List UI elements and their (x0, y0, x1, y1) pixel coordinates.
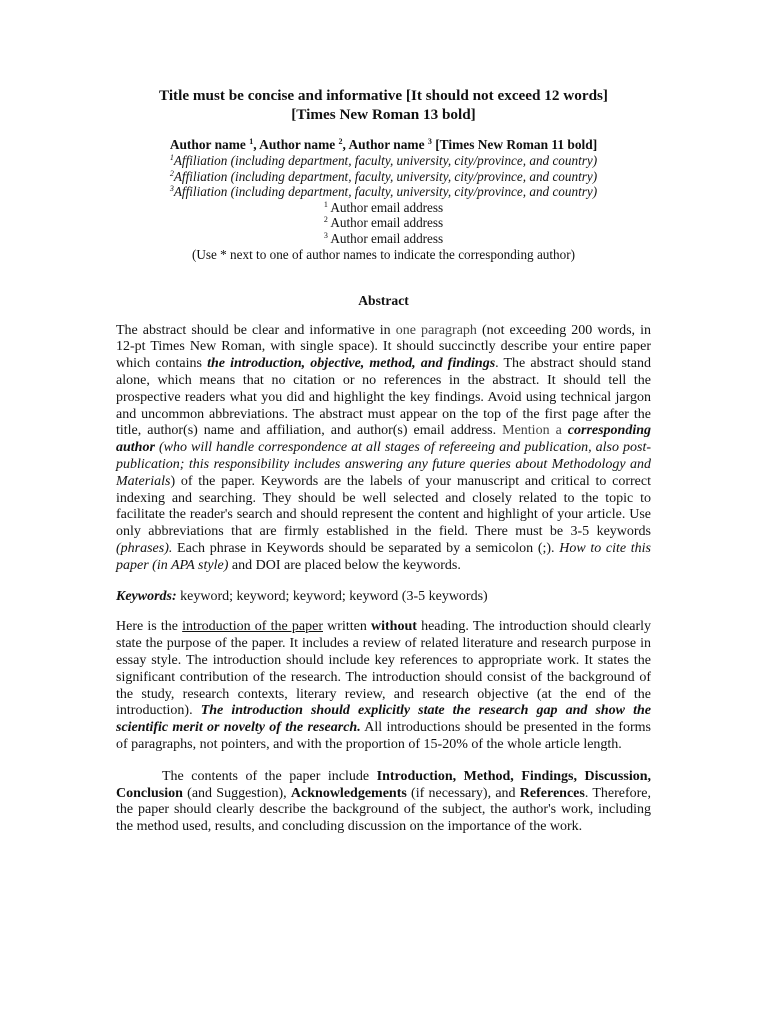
keywords-text: keyword; keyword; keyword; keyword (3-5 keywords) (176, 588, 488, 604)
affiliation-3 (116, 184, 651, 200)
abstract-text: Each phrase in Keywords should be separated by a semicolon (;). (172, 541, 560, 557)
author-format-note: [Times New Roman 11 bold] (431, 137, 598, 152)
abstract-heading: Abstract (358, 292, 409, 308)
author-sup-2: 2 (338, 137, 343, 146)
intro-bold-without: without (371, 619, 417, 635)
email-sup-2: 2 (323, 215, 328, 225)
title-line-2: [Times New Roman 13 bold] (291, 106, 476, 123)
contents-bold-acknowledgements: Acknowledgements (290, 785, 407, 801)
contents-paragraph (116, 769, 651, 836)
abstract-italic-phrases: (phrases). (116, 541, 173, 557)
abstract-emphasis-contents: the introduction, objective, method, and findings (207, 356, 496, 372)
author-line (116, 137, 651, 153)
author-name-1: Author name (169, 137, 246, 152)
author-sup-3: 3 (427, 137, 432, 146)
abstract-emphasis-corresponding-author: corresponding author (116, 423, 652, 456)
contents-text: The contents of the paper include (162, 768, 377, 784)
author-email-3 (116, 231, 651, 247)
contents-bold-sections: Introduction, Method, Findings, Discussion, Conclusion (116, 768, 651, 801)
corresponding-author-note: (Use * next to one of author names to indicate the corresponding author) (191, 246, 576, 262)
email-sup-3: 3 (323, 231, 328, 241)
keywords-label: Keywords: (116, 588, 177, 604)
contents-text: (and Suggestion), (182, 785, 291, 801)
author-email-1 (116, 200, 651, 216)
author-sep-2: , (342, 137, 349, 152)
abstract-italic-citation: How to cite this paper (in APA style) (116, 541, 651, 573)
email-text-3: Author email address (327, 231, 444, 247)
author-sep-1: , (253, 137, 260, 152)
paper-title (116, 86, 651, 124)
affiliation-sup-2: 2 (169, 168, 174, 178)
abstract-text: (not exceeding 200 words, in 12-pt Times New Roman, with single space). It should succinctly describe your entire paper which contains (116, 322, 651, 372)
intro-underlined-text: introduction of the paper (182, 619, 323, 635)
contents-text: (if necessary), and (406, 785, 520, 801)
abstract-paragraph (116, 323, 651, 575)
intro-text: heading. The introduction should clearly state the purpose of the paper. It includes a review of related literature and research purpose in essay style. The introduction should include key references to appropriate work. It states the significant contribution of the research. The introduction should consist of the background of the study, research contexts, literary review, and research objective (at the end of the introduction). (116, 619, 651, 719)
abstract-text: and DOI are placed below the keywords. (228, 557, 461, 573)
affiliation-2 (116, 169, 651, 185)
contents-bold-references: References (519, 785, 585, 801)
author-sup-1: 1 (249, 137, 254, 146)
affiliation-sup-3: 3 (169, 184, 174, 193)
affiliation-sup-1: 1 (169, 153, 174, 162)
abstract-text: . The abstract should stand alone, which means that no citation or no references in the abstract. It should tell the prospective readers what you did and highlight the key findings. Avoid using technical jargon and uncommon abbreviations. The abstract must appear on the top of the first page after the title, author(s) name and affiliation, and author(s) email address. (116, 356, 651, 439)
author-name-2: Author name (259, 137, 336, 152)
author-email-2 (116, 215, 651, 231)
affiliation-text-3: Affiliation (including department, faculty, university, city/province, and country) (173, 184, 598, 199)
document-page (116, 86, 651, 836)
intro-emphasis-research-gap: The introduction should explicitly state the research gap and show the scientific merit or novelty of the research. (116, 703, 651, 736)
affiliation-text-2: Affiliation (including department, faculty, university, city/province, and country) (173, 168, 598, 184)
affiliation-1 (116, 153, 651, 169)
intro-text: All introductions should be presented in the forms of paragraphs, not pointers, and with the proportion of 15-20% of the whole article length. (116, 720, 651, 753)
abstract-text: The abstract should be clear and informative in (116, 322, 396, 338)
abstract-italic-note: (who will handle correspondence at all stages of refereeing and publication, also post-publication; this responsibility includes answering any future queries about Methodology and Materials (116, 440, 651, 489)
contents-text: . Therefore, the paper should clearly describe the background of the subject, the author's work, including the method used, results, and concluding discussion on the importance of the work. (116, 785, 651, 835)
email-text-2: Author email address (327, 215, 444, 231)
affiliation-text-1: Affiliation (including department, faculty, university, city/province, and country) (173, 153, 598, 168)
email-text-1: Author email address (327, 199, 444, 215)
intro-text: written (323, 619, 372, 635)
abstract-text: ) of the paper. Keywords are the labels of your manuscript and critical to correct indexing and searching. They should be well selected and closely related to the topic to facilitate the reader's search and should represent the content and highlight of your article. Use only abbreviations that are firmly established in the field. There must be 3-5 keywords (116, 473, 651, 540)
email-sup-1: 1 (323, 199, 328, 209)
keywords-line (116, 589, 651, 606)
title-line-1: Title must be concise and informative [It should not exceed 12 words] (158, 87, 608, 104)
introduction-paragraph (116, 619, 651, 753)
abstract-mention-text: Mention a (502, 423, 568, 439)
abstract-emphasis-one-paragraph: one paragraph (395, 322, 477, 338)
intro-text: Here is the (116, 619, 183, 635)
author-name-3: Author name (348, 137, 425, 152)
